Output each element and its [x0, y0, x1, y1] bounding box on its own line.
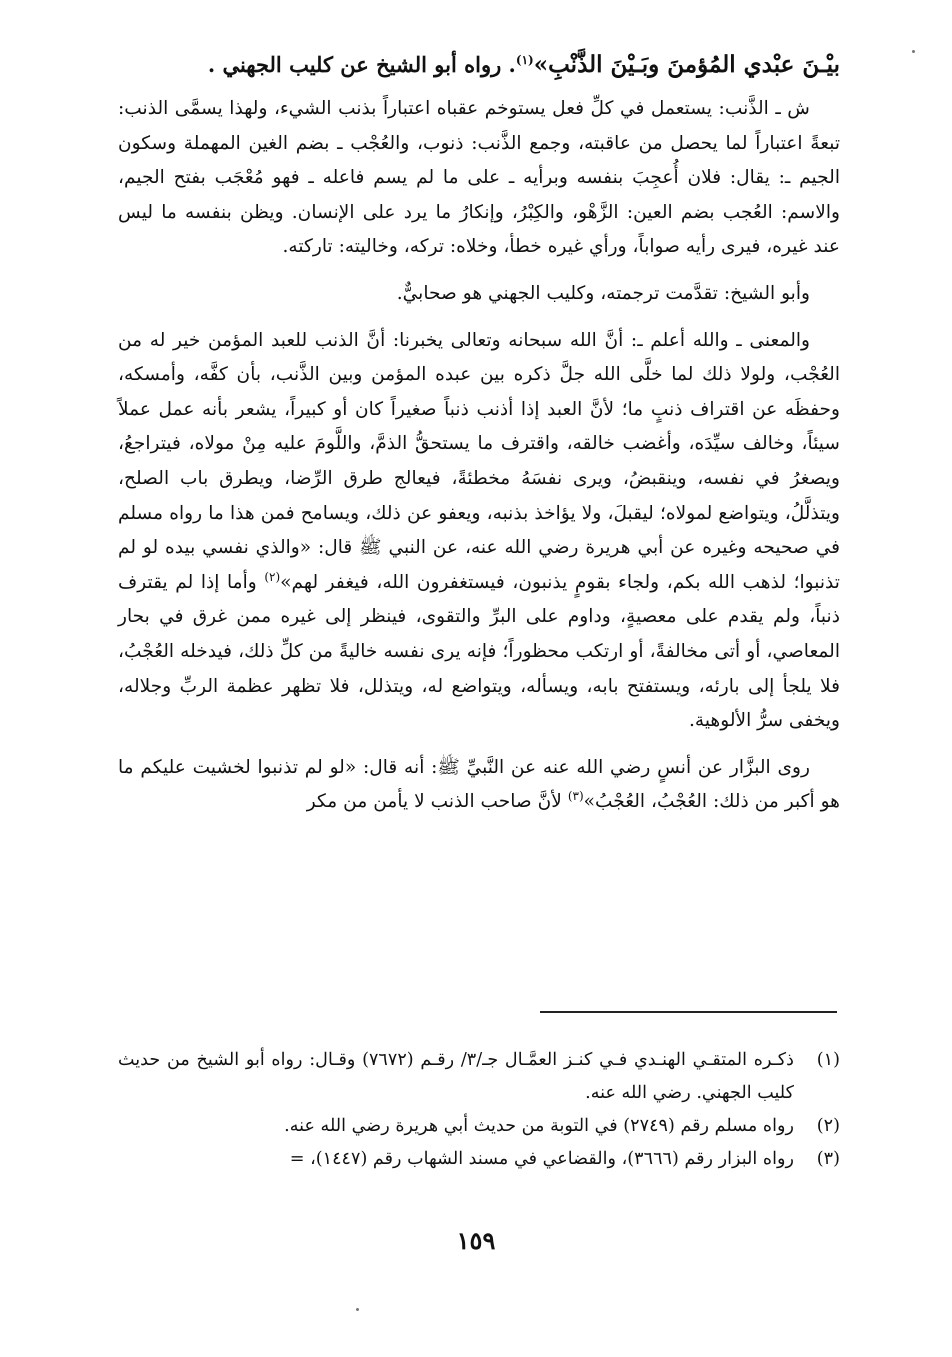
page-number: ١٥٩ [456, 1226, 496, 1255]
scan-speck [356, 1308, 359, 1311]
bazzar-paragraph [118, 751, 840, 820]
footnote-2 [118, 1110, 840, 1143]
footnote-text: ذكـره المتقـي الهنـدي فـي كنـز العمَّـال جـ/٣/ رقـم (٧٦٧٢) وقـال: رواه أبو الشيخ من حديث كليب الجهني. رضي الله عنه. [118, 1050, 795, 1103]
hadith-source: . رواه أبو الشيخ عن كليب الجهني . [207, 52, 516, 77]
footnote-number: (٣) [816, 1149, 840, 1169]
hadith-text: بيْـنَ عبْدي المُؤمنَ وبَـيْنَ الذَّنْبِ» [533, 51, 840, 78]
commentary-paragraph: ش ـ الذَّنب: يستعمل في كلِّ فعل يستوخم عقباه اعتباراً بذنب الشيء، ولهذا يسمَّى الذنب: تبعةً اعتباراً لما يحصل من عاقبته، وجمع الذَّنب: ذنوب، والعُجْب ـ بضم الغين المهملة وسكون الجيم ـ: يقال: فلان أُعجِبَ بنفسه وبرأيه ـ على ما لم يسم فاعله ـ فهو مُعْجَب بفتح الجيم، والاسم: العُجب بضم العين: الزَّهْو، والكِبْرُ، وإنكارُ ما يرد على الإنسان. ويظن بنفسه ما ليس عند غيره، فيرى رأيه صواباً، ورأي غيره خطأ، وخلاه: تركه، وخاليته: تاركته. [118, 98, 840, 258]
footnote-3 [118, 1143, 840, 1176]
footnote-1 [118, 1044, 840, 1110]
meaning-paragraph [118, 324, 840, 739]
footnote-separator [540, 1011, 837, 1013]
narrator-note-paragraph: وأبو الشيخ: تقدَّمت ترجمته، وكليب الجهني هو صحابيٌّ. [396, 282, 810, 304]
meaning-text-part-2: وأما إذا لم يقترف ذنباً، ولم يقدم على معصيةٍ، وداوم على البرِّ والتقوى، فينظر إلى غيره ممن غرق في بحار المعاصي، أو أتى مخالفةً، أو ارتكب محظوراً؛ فإنه يرى نفسه خاليةً من كلِّ ذلك، فيدخله العُجْبُ، فلا يلجأ إلى بارئه، ويستفتح بابه، ويسأله، ويتواضع له، ويتذلل، فلا تظهر عظمة الربِّ وجلاله، ويخفى سرُّ الألوهية. [118, 571, 840, 732]
scan-speck [912, 50, 915, 53]
footnote-ref-2: (٢) [264, 569, 281, 584]
main-text [118, 46, 840, 820]
footnote-number: (١) [816, 1050, 840, 1070]
meaning-text-part-1: والمعنى ـ والله أعلم ـ: أنَّ الله سبحانه وتعالى يخبرنا: أنَّ الذنب للعبد المؤمن خير له من العُجْب، ولولا ذلك لما خلَّى الله جلَّ ذكره بين عبده المؤمن وبين الذَّنب، بأن كفَّه، وأمسكه، وحفظَه عن اقتراف ذنبٍ ما؛ لأنَّ العبد إذا أذنب ذنباً صغيراً كان أو كبيراً، يشعر بأنه عمل عملاً سيئاً، وخالف سيِّدَه، وأغضب خالقه، واقترف ما يستحقُّ الذمَّ، واللَّومَ عليه مِنْ مولاه، فيتراجعُ، ويصغرُ في نفسه، وينقبضُ، ويرى نفسَهُ مخطئةً، فيعالج طرق الرِّضا، ويطرق باب الصلح، ويتذلَّلُ، ويتواضع لمولاه؛ ليقبلَ، ولا يؤاخذ بذنبه، ويعفو عن ذلك، ويسامح فمن هذا ما رواه مسلم في صحيحه وغيره عن أبي هريرة رضي الله عنه، عن النبي ﷺ قال: «والذي نفسي بيده لو لم تذنبوا؛ لذهب الله بكم، ولجاء بقومٍ يذنبون، فيستغفرون الله، فيغفر لهم» [118, 329, 840, 593]
bazzar-text-part-1: روى البزَّار عن أنسٍ رضي الله عنه عن النَّبيِّ ﷺ: أنه قال: «لو لم تذنبوا لخشيت عليكم ما هو أكبر من ذلك: العُجْبُ، العُجْبُ» [118, 756, 840, 813]
hadith-line [118, 46, 840, 84]
footnotes [118, 1044, 840, 1176]
footnote-number: (٢) [816, 1116, 840, 1136]
footnote-ref-1: (١) [515, 53, 534, 67]
footnote-text: رواه مسلم رقم (٢٧٤٩) في التوبة من حديث أبي هريرة رضي الله عنه. [284, 1116, 794, 1136]
bazzar-text-part-2: لأنَّ صاحب الذنب لا يأمن من مكر [306, 791, 568, 813]
footnote-text: رواه البزار رقم (٣٦٦٦)، والقضاعي في مسند الشهاب رقم (١٤٤٧)، = [289, 1149, 794, 1169]
footnote-ref-3: (٣) [567, 789, 584, 804]
